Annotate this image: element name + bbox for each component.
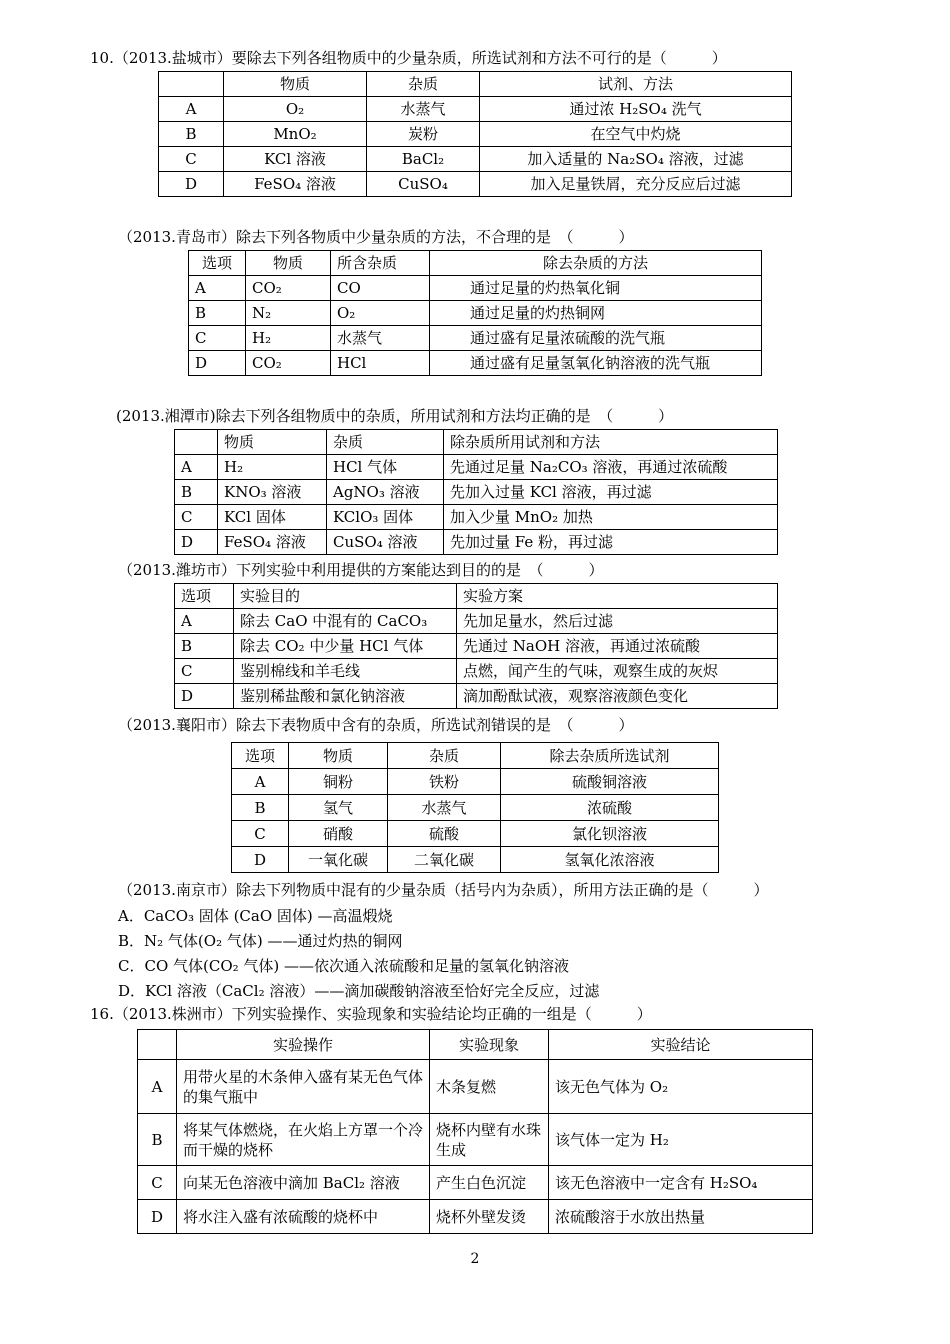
table-cell: C (175, 505, 218, 530)
table-cell: D (175, 530, 218, 555)
table-row (175, 455, 778, 480)
header-cell: 物质 (224, 72, 367, 97)
table-cell: KCl 固体 (218, 505, 327, 530)
table-cell: A (189, 276, 246, 301)
table-cell: HCl (331, 351, 430, 376)
page-number: 2 (470, 1251, 480, 1267)
table-cell: 通过足量的灼热氧化铜 (430, 276, 762, 301)
question-10-stem: 10.（2013.盐城市）要除去下列各组物质中的少量杂质，所选试剂和方法不可行的是（ ） (90, 49, 727, 67)
header-cell: 物质 (289, 743, 388, 769)
table-cell: 该无色溶液中一定含有 H₂SO₄ (549, 1166, 813, 1200)
table-row (159, 97, 792, 122)
nanjing-option-b: B．N₂ 气体(O₂ 气体) ——通过灼热的铜网 (118, 932, 403, 950)
header-cell (138, 1030, 177, 1060)
table-cell: 将水注入盛有浓硫酸的烧杯中 (177, 1200, 430, 1234)
weifang-table (174, 583, 778, 709)
nanjing-option-c: C．CO 气体(CO₂ 气体) ——依次通入浓硫酸和足量的氢氧化钠溶液 (118, 957, 570, 975)
table-cell: 通过浓 H₂SO₄ 洗气 (480, 97, 792, 122)
question-16-stem: 16.（2013.株洲市）下列实验操作、实验现象和实验结论均正确的一组是（ ） (90, 1005, 652, 1023)
table-header-row (138, 1030, 813, 1060)
table-row (175, 609, 778, 634)
header-cell: 除杂质所用试剂和方法 (444, 430, 778, 455)
header-cell: 除去杂质所选试剂 (501, 743, 719, 769)
header-cell: 实验操作 (177, 1030, 430, 1060)
table-cell: D (232, 847, 289, 873)
table-cell: A (175, 455, 218, 480)
table-cell: 铁粉 (388, 769, 501, 795)
question-10-table (158, 71, 792, 197)
header-cell: 选项 (189, 251, 246, 276)
table-row (138, 1060, 813, 1114)
header-cell: 实验目的 (234, 584, 457, 609)
table-cell: CO₂ (246, 276, 331, 301)
xiangtan-table (174, 429, 778, 555)
table-cell: AgNO₃ 溶液 (327, 480, 444, 505)
table-header-row (189, 251, 762, 276)
header-cell: 选项 (175, 584, 234, 609)
table-cell: HCl 气体 (327, 455, 444, 480)
table-cell: O₂ (224, 97, 367, 122)
table-cell: FeSO₄ 溶液 (224, 172, 367, 197)
table-row (232, 847, 719, 873)
table-header-row (159, 72, 792, 97)
table-cell: 水蒸气 (331, 326, 430, 351)
table-cell: 先通过 NaOH 溶液，再通过浓硫酸 (457, 634, 778, 659)
table-cell: O₂ (331, 301, 430, 326)
table-cell: 氯化钡溶液 (501, 821, 719, 847)
table-cell: 烧杯外壁发烫 (430, 1200, 549, 1234)
nanjing-option-a: A．CaCO₃ 固体 (CaO 固体) —高温煅烧 (118, 907, 393, 925)
table-cell: KNO₃ 溶液 (218, 480, 327, 505)
table-cell: B (159, 122, 224, 147)
table-row (159, 122, 792, 147)
table-cell: 浓硫酸溶于水放出热量 (549, 1200, 813, 1234)
table-cell: 用带火星的木条伸入盛有某无色气体的集气瓶中 (177, 1060, 430, 1114)
table-cell: 先加过量 Fe 粉，再过滤 (444, 530, 778, 555)
table-cell: 鉴别稀盐酸和氯化钠溶液 (234, 684, 457, 709)
table-cell: A (138, 1060, 177, 1114)
table-cell: 通过足量的灼热铜网 (430, 301, 762, 326)
table-cell: 除去 CaO 中混有的 CaCO₃ (234, 609, 457, 634)
header-cell: 物质 (246, 251, 331, 276)
table-cell: B (232, 795, 289, 821)
table-cell: H₂ (218, 455, 327, 480)
table-cell: 先加足量水，然后过滤 (457, 609, 778, 634)
xiangyang-table (231, 742, 719, 873)
header-cell: 物质 (218, 430, 327, 455)
xiangtan-question-stem: (2013.湘潭市)除去下列各组物质中的杂质，所用试剂和方法均正确的是 （ ） (116, 407, 674, 425)
table-cell: 鉴别棉线和羊毛线 (234, 659, 457, 684)
table-header-row (175, 430, 778, 455)
table-cell: C (189, 326, 246, 351)
header-cell (175, 430, 218, 455)
table-cell: 在空气中灼烧 (480, 122, 792, 147)
table-cell: CuSO₄ (367, 172, 480, 197)
table-cell: 氢气 (289, 795, 388, 821)
table-row (175, 530, 778, 555)
table-cell: MnO₂ (224, 122, 367, 147)
header-cell: 杂质 (367, 72, 480, 97)
xiangyang-question-stem: （2013.襄阳市）除去下表物质中含有的杂质，所选试剂错误的是 （ ） (118, 716, 634, 734)
header-cell: 杂质 (327, 430, 444, 455)
table-cell: 铜粉 (289, 769, 388, 795)
table-header-row (175, 584, 778, 609)
table-cell: 硫酸铜溶液 (501, 769, 719, 795)
table-cell: A (159, 97, 224, 122)
header-cell: 除去杂质的方法 (430, 251, 762, 276)
table-cell: 硫酸 (388, 821, 501, 847)
table-cell: C (138, 1166, 177, 1200)
table-cell: 水蒸气 (367, 97, 480, 122)
table-cell: B (138, 1114, 177, 1166)
header-cell: 所含杂质 (331, 251, 430, 276)
table-cell: KCl 溶液 (224, 147, 367, 172)
table-row (175, 505, 778, 530)
table-header-row (232, 743, 719, 769)
table-cell: 产生白色沉淀 (430, 1166, 549, 1200)
nanjing-question-stem: （2013.南京市）除去下列物质中混有的少量杂质（括号内为杂质），所用方法正确的是（ ） (118, 881, 769, 899)
header-cell: 实验方案 (457, 584, 778, 609)
weifang-question-stem: （2013.潍坊市）下列实验中利用提供的方案能达到目的的是 （ ） (118, 561, 604, 579)
table-row (232, 821, 719, 847)
table-cell: 一氧化碳 (289, 847, 388, 873)
table-row (159, 172, 792, 197)
table-cell: 炭粉 (367, 122, 480, 147)
qingdao-table (188, 250, 762, 376)
table-cell: B (175, 634, 234, 659)
table-cell: 通过盛有足量浓硫酸的洗气瓶 (430, 326, 762, 351)
table-cell: 该无色气体为 O₂ (549, 1060, 813, 1114)
table-row (159, 147, 792, 172)
table-cell: 通过盛有足量氢氧化钠溶液的洗气瓶 (430, 351, 762, 376)
table-cell: CO (331, 276, 430, 301)
table-cell: D (138, 1200, 177, 1234)
table-cell: C (159, 147, 224, 172)
table-cell: A (232, 769, 289, 795)
table-cell: 先加入过量 KCl 溶液，再过滤 (444, 480, 778, 505)
table-row (232, 769, 719, 795)
table-cell: 将某气体燃烧，在火焰上方罩一个冷而干燥的烧杯 (177, 1114, 430, 1166)
table-cell: C (232, 821, 289, 847)
table-row (189, 301, 762, 326)
table-cell: 氢氧化浓溶液 (501, 847, 719, 873)
table-cell: D (159, 172, 224, 197)
table-cell: 滴加酚酞试液，观察溶液颜色变化 (457, 684, 778, 709)
table-cell: 二氧化碳 (388, 847, 501, 873)
header-cell (159, 72, 224, 97)
table-cell: N₂ (246, 301, 331, 326)
table-cell: H₂ (246, 326, 331, 351)
table-row (189, 276, 762, 301)
table-cell: D (189, 351, 246, 376)
table-cell: 先通过足量 Na₂CO₃ 溶液，再通过浓硫酸 (444, 455, 778, 480)
table-cell: B (175, 480, 218, 505)
table-cell: CuSO₄ 溶液 (327, 530, 444, 555)
table-row (175, 480, 778, 505)
table-cell: 加入少量 MnO₂ 加热 (444, 505, 778, 530)
table-cell: 向某无色溶液中滴加 BaCl₂ 溶液 (177, 1166, 430, 1200)
table-row (232, 795, 719, 821)
table-cell: 水蒸气 (388, 795, 501, 821)
qingdao-question-stem: （2013.青岛市）除去下列各物质中少量杂质的方法，不合理的是 （ ） (118, 228, 634, 246)
table-row (138, 1200, 813, 1234)
table-cell: 加入足量铁屑，充分反应后过滤 (480, 172, 792, 197)
table-row (138, 1114, 813, 1166)
header-cell: 实验结论 (549, 1030, 813, 1060)
table-cell: 加入适量的 Na₂SO₄ 溶液，过滤 (480, 147, 792, 172)
table-row (175, 634, 778, 659)
header-cell: 实验现象 (430, 1030, 549, 1060)
table-cell: 烧杯内壁有水珠生成 (430, 1114, 549, 1166)
table-row (138, 1166, 813, 1200)
nanjing-option-d: D．KCl 溶液（CaCl₂ 溶液）——滴加碳酸钠溶液至恰好完全反应，过滤 (118, 982, 600, 1000)
question-16-table (137, 1029, 813, 1234)
header-cell: 试剂、方法 (480, 72, 792, 97)
table-cell: BaCl₂ (367, 147, 480, 172)
table-cell: 木条复燃 (430, 1060, 549, 1114)
table-cell: CO₂ (246, 351, 331, 376)
table-cell: 该气体一定为 H₂ (549, 1114, 813, 1166)
table-row (189, 326, 762, 351)
table-cell: FeSO₄ 溶液 (218, 530, 327, 555)
table-cell: 除去 CO₂ 中少量 HCl 气体 (234, 634, 457, 659)
table-cell: C (175, 659, 234, 684)
table-cell: D (175, 684, 234, 709)
header-cell: 选项 (232, 743, 289, 769)
table-cell: 浓硫酸 (501, 795, 719, 821)
table-row (189, 351, 762, 376)
table-row (175, 659, 778, 684)
table-cell: KClO₃ 固体 (327, 505, 444, 530)
header-cell: 杂质 (388, 743, 501, 769)
table-cell: 点燃，闻产生的气味，观察生成的灰烬 (457, 659, 778, 684)
table-row (175, 684, 778, 709)
table-cell: 硝酸 (289, 821, 388, 847)
table-cell: B (189, 301, 246, 326)
table-cell: A (175, 609, 234, 634)
